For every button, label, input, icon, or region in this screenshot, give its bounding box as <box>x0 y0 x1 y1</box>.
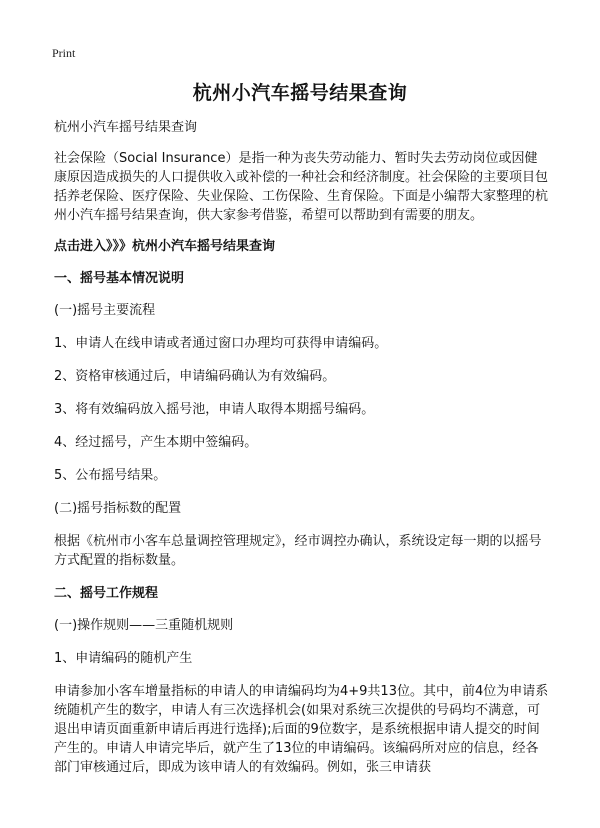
section-heading-2: 二、摇号工作规程 <box>54 586 159 601</box>
quota-config-paragraph: 根据《杭州市小客车总量调控管理规定》，经市调控办确认，系统设定每一期的以摇号方式配置的指标数量。 <box>54 534 542 568</box>
process-step-3: 3、将有效编码放入摇号池，申请人取得本期摇号编码。 <box>54 402 375 417</box>
article-subtitle: 杭州小汽车摇号结果查询 <box>54 120 198 135</box>
section-heading-1: 一、摇号基本情况说明 <box>54 271 185 286</box>
article-body <box>54 118 550 791</box>
process-step-1: 1、申请人在线申请或者通过窗口办理均可获得申请编码。 <box>54 336 388 351</box>
query-link[interactable]: 点击进入》》》杭州小汽车摇号结果查询 <box>54 239 276 254</box>
rule-item-1: 1、申请编码的随机产生 <box>54 651 193 666</box>
application-code-paragraph: 申请参加小客车增量指标的申请人的申请编码均为4+9共13位。其中，前4位为申请系统随机产生的数字，申请人有三次选择机会(如果对系统三次提供的号码均不满意，可退出申请页面重新申请后再进行选择);后面的9位数字，是系统根据申请人提交的时间产生的。申请人申请完毕后，就产生了13位的申请编码。该编码所对应的信息，经各部门审核通过后，即成为该申请人的有效编码。例如，张三申请获 <box>54 684 549 775</box>
process-step-4: 4、经过摇号，产生本期中签编码。 <box>54 435 258 450</box>
subsection-heading-1-1: (一)摇号主要流程 <box>54 303 156 318</box>
process-step-2: 2、资格审核通过后，申请编码确认为有效编码。 <box>54 369 336 384</box>
intro-paragraph: 社会保险（Social Insurance）是指一种为丧失劳动能力、暂时失去劳动岗位或因健康原因造成损失的人口提供收入或补偿的一种社会和经济制度。社会保险的主要项目包括养老保险、医疗保险、失业保险、工伤保险、生育保险。下面是小编帮大家整理的杭州小汽车摇号结果查询，供大家参考借鉴，希望可以帮助到有需要的朋友。 <box>54 151 549 223</box>
process-step-5: 5、公布摇号结果。 <box>54 468 167 483</box>
subsection-heading-1-2: (二)摇号指标数的配置 <box>54 501 182 516</box>
print-link[interactable]: Print <box>52 46 76 60</box>
page-title: 杭州小汽车摇号结果查询 <box>192 82 408 104</box>
subsection-heading-2-1: (一)操作规则——三重随机规则 <box>54 618 234 633</box>
